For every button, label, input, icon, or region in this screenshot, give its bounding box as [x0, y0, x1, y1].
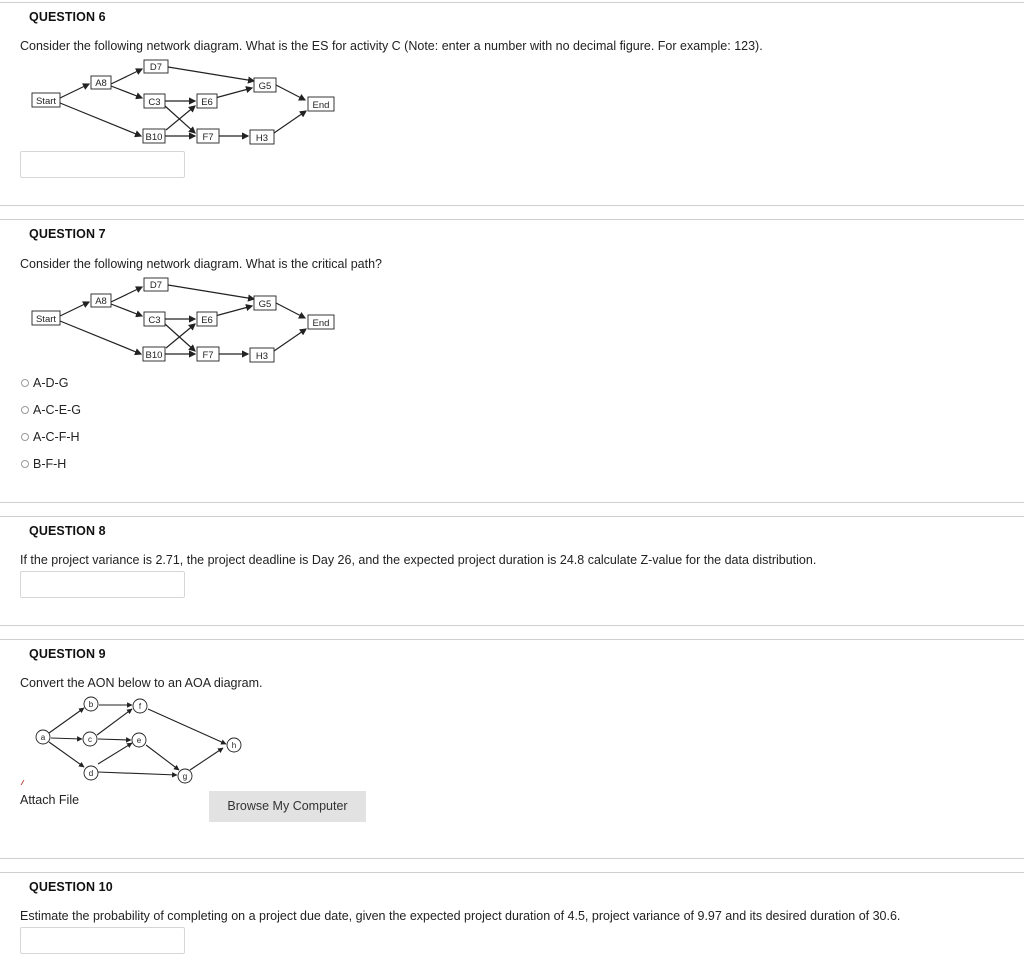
option-label: A-C-F-H — [33, 430, 80, 444]
node-e6: E6 — [201, 315, 213, 326]
divider — [0, 872, 1024, 873]
divider — [0, 516, 1024, 517]
node-h3: H3 — [255, 133, 269, 144]
aon-node-d: d — [88, 769, 94, 778]
question-9-title: QUESTION 9 — [29, 647, 106, 661]
aon-node-f: f — [138, 702, 142, 711]
option-label: A-C-E-G — [33, 403, 81, 417]
divider — [0, 2, 1024, 3]
option-b-f-h[interactable] — [21, 457, 66, 471]
question-9-text: Convert the AON below to an AOA diagram. — [20, 676, 263, 690]
radio-button[interactable] — [21, 433, 29, 441]
question-6-text: Consider the following network diagram. What is the ES for activity C (Note: enter a number with no decimal figure. For example: 123). — [20, 39, 763, 53]
question-7-title: QUESTION 7 — [29, 227, 106, 241]
option-label: A-D-G — [33, 376, 69, 390]
divider — [0, 219, 1024, 220]
node-start: Start — [35, 96, 57, 107]
node-b10: B10 — [145, 350, 163, 361]
question-10-title: QUESTION 10 — [29, 880, 113, 894]
aon-node-a: a — [40, 733, 46, 742]
divider — [0, 502, 1024, 503]
option-label: B-F-H — [33, 457, 67, 471]
required-mark — [21, 780, 30, 785]
node-f7: F7 — [202, 132, 214, 143]
aon-node-e: e — [136, 736, 142, 745]
node-d7: D7 — [149, 280, 163, 291]
node-g5: G5 — [258, 299, 272, 310]
aon-node-g: g — [182, 772, 188, 781]
option-a-c-f-h[interactable] — [21, 430, 80, 444]
node-end: End — [312, 318, 330, 329]
question-6-answer-input[interactable] — [20, 151, 185, 178]
question-8-title: QUESTION 8 — [29, 524, 106, 538]
network-diagram-q7 — [29, 276, 349, 366]
question-6-title: QUESTION 6 — [29, 10, 106, 24]
radio-button[interactable] — [21, 406, 29, 414]
node-f7: F7 — [202, 350, 214, 361]
browse-my-computer-button[interactable]: Browse My Computer — [209, 791, 366, 822]
network-diagram-q6 — [29, 58, 349, 148]
radio-button[interactable] — [21, 379, 29, 387]
aon-node-b: b — [88, 700, 94, 709]
node-a8: A8 — [95, 78, 107, 89]
option-a-c-e-g[interactable] — [21, 403, 81, 417]
node-c3: C3 — [148, 97, 161, 108]
question-10-answer-input[interactable] — [20, 927, 185, 954]
node-a8: A8 — [95, 296, 107, 307]
aon-diagram — [30, 693, 250, 788]
node-e6: E6 — [201, 97, 213, 108]
radio-button[interactable] — [21, 460, 29, 468]
node-c3: C3 — [148, 315, 161, 326]
question-8-text: If the project variance is 2.71, the project deadline is Day 26, and the expected project duration is 24.8 calculate Z-value for the data distribution. — [20, 553, 817, 567]
divider — [0, 639, 1024, 640]
node-g5: G5 — [258, 81, 272, 92]
node-start: Start — [35, 314, 57, 325]
question-10-text: Estimate the probability of completing on a project due date, given the expected project duration of 4.5, project variance of 9.97 and its desired duration of 30.6. — [20, 909, 901, 923]
node-end: End — [312, 100, 330, 111]
option-a-d-g[interactable] — [21, 376, 68, 390]
node-h3: H3 — [255, 351, 269, 362]
question-7-text: Consider the following network diagram. What is the critical path? — [20, 257, 382, 271]
aon-node-h: h — [231, 741, 237, 750]
divider — [0, 205, 1024, 206]
divider — [0, 625, 1024, 626]
node-b10: B10 — [145, 132, 163, 143]
divider — [0, 858, 1024, 859]
node-d7: D7 — [149, 62, 163, 73]
aon-node-c: c — [88, 735, 92, 744]
question-8-answer-input[interactable] — [20, 571, 185, 598]
attach-file-label: Attach File — [20, 793, 80, 807]
